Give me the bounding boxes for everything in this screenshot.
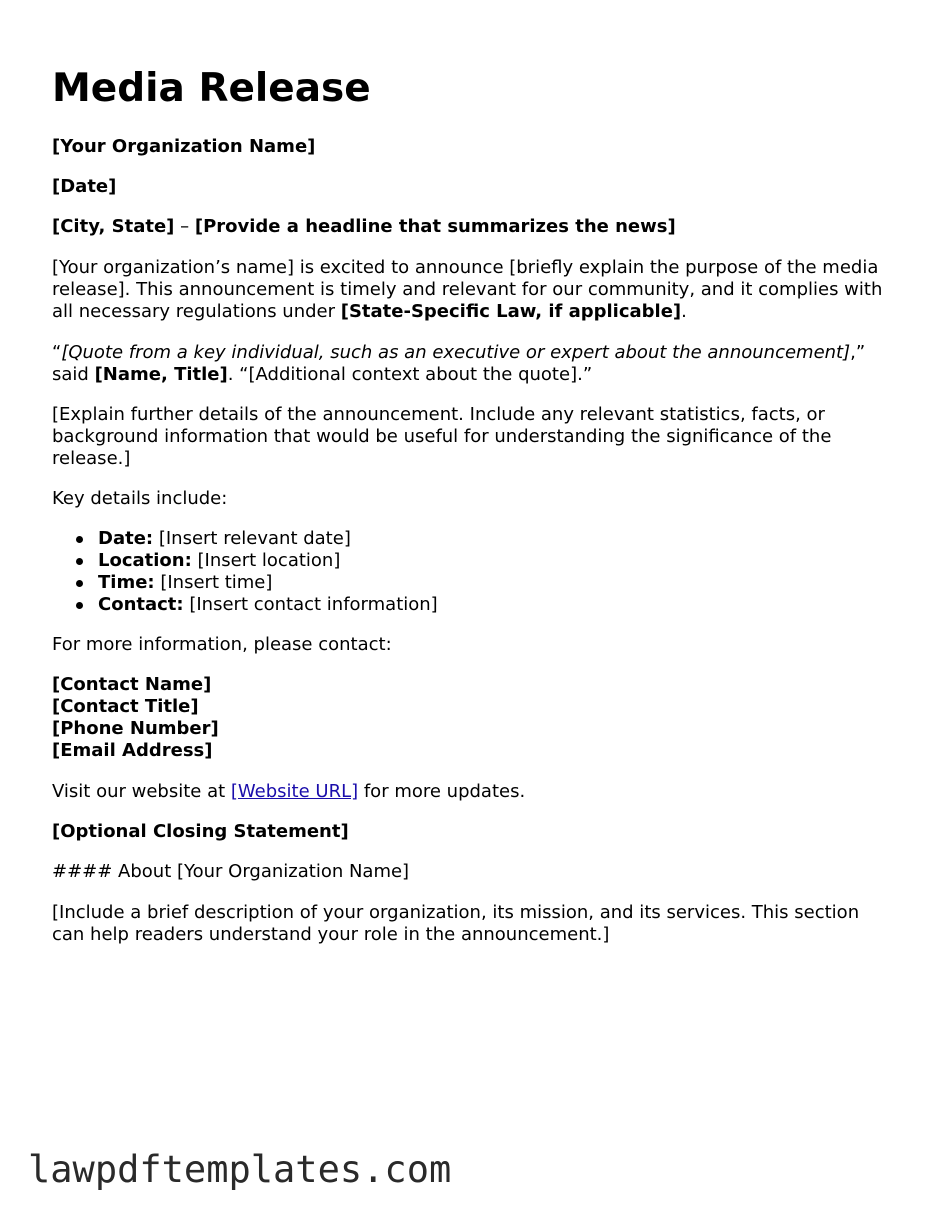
- quote-close-said: ,” said: [52, 342, 866, 385]
- website-before: Visit our website at: [52, 781, 231, 802]
- detail-value: [Insert time]: [154, 572, 273, 593]
- about-heading: #### About [Your Organization Name]: [52, 861, 410, 882]
- headline-separator: –: [174, 216, 195, 237]
- contact-email: [Email Address]: [52, 740, 213, 761]
- detail-label: Time:: [98, 572, 155, 593]
- quote-open: “: [52, 342, 62, 363]
- page-title: Media Release: [52, 66, 371, 111]
- state-law: [State-Specific Law, if applicable]: [340, 301, 682, 322]
- list-item: [98, 528, 438, 550]
- closing-statement: [Optional Closing Statement]: [52, 821, 349, 842]
- headline-text: [Provide a headline that summarizes the news]: [194, 216, 676, 237]
- quote-text: [Quote from a key individual, such as an executive or expert about the announcement]: [61, 342, 851, 363]
- about-text: [Include a brief description of your organization, its mission, and its services. This section can help readers understand your role in the announcement.]: [52, 902, 860, 945]
- contact-title: [Contact Title]: [52, 696, 199, 717]
- contact-phone: [Phone Number]: [52, 718, 219, 739]
- quote-speaker: [Name, Title]: [94, 364, 228, 385]
- website-paragraph: [52, 781, 892, 803]
- detail-label: Contact:: [98, 594, 184, 615]
- contact-name: [Contact Name]: [52, 674, 212, 695]
- quote-context: . “[Additional context about the quote].”: [227, 364, 593, 385]
- detail-label: Location:: [98, 550, 192, 571]
- key-details-list: [52, 528, 438, 616]
- key-details-intro: Key details include:: [52, 488, 228, 509]
- contact-block: [52, 674, 892, 762]
- intro-text: [Your organization’s name] is excited to announce [briefly explain the purpose of the media release]. This announcement is timely and relevant for our community, and it complies with all necessary regulations under: [52, 257, 883, 322]
- intro-paragraph: [52, 257, 892, 323]
- list-item: [98, 594, 438, 616]
- more-info-text: For more information, please contact:: [52, 634, 392, 655]
- intro-end: .: [681, 301, 687, 322]
- detail-value: [Insert contact information]: [183, 594, 438, 615]
- detail-label: Date:: [98, 528, 154, 549]
- website-after: for more updates.: [358, 781, 526, 802]
- watermark: lawpdftemplates.com: [28, 1148, 452, 1191]
- details-paragraph: [Explain further details of the announcement. Include any relevant statistics, facts, or background information that would be useful for understanding the significance of the release.]: [52, 404, 832, 469]
- quote-paragraph: [52, 342, 892, 386]
- organization-name: [Your Organization Name]: [52, 136, 316, 157]
- list-item: [98, 572, 438, 594]
- release-date: [Date]: [52, 176, 117, 197]
- headline-city-state: [City, State]: [52, 216, 175, 237]
- headline: [52, 216, 892, 238]
- detail-value: [Insert location]: [191, 550, 341, 571]
- detail-value: [Insert relevant date]: [153, 528, 351, 549]
- list-item: [98, 550, 438, 572]
- website-link[interactable]: [Website URL]: [230, 781, 359, 802]
